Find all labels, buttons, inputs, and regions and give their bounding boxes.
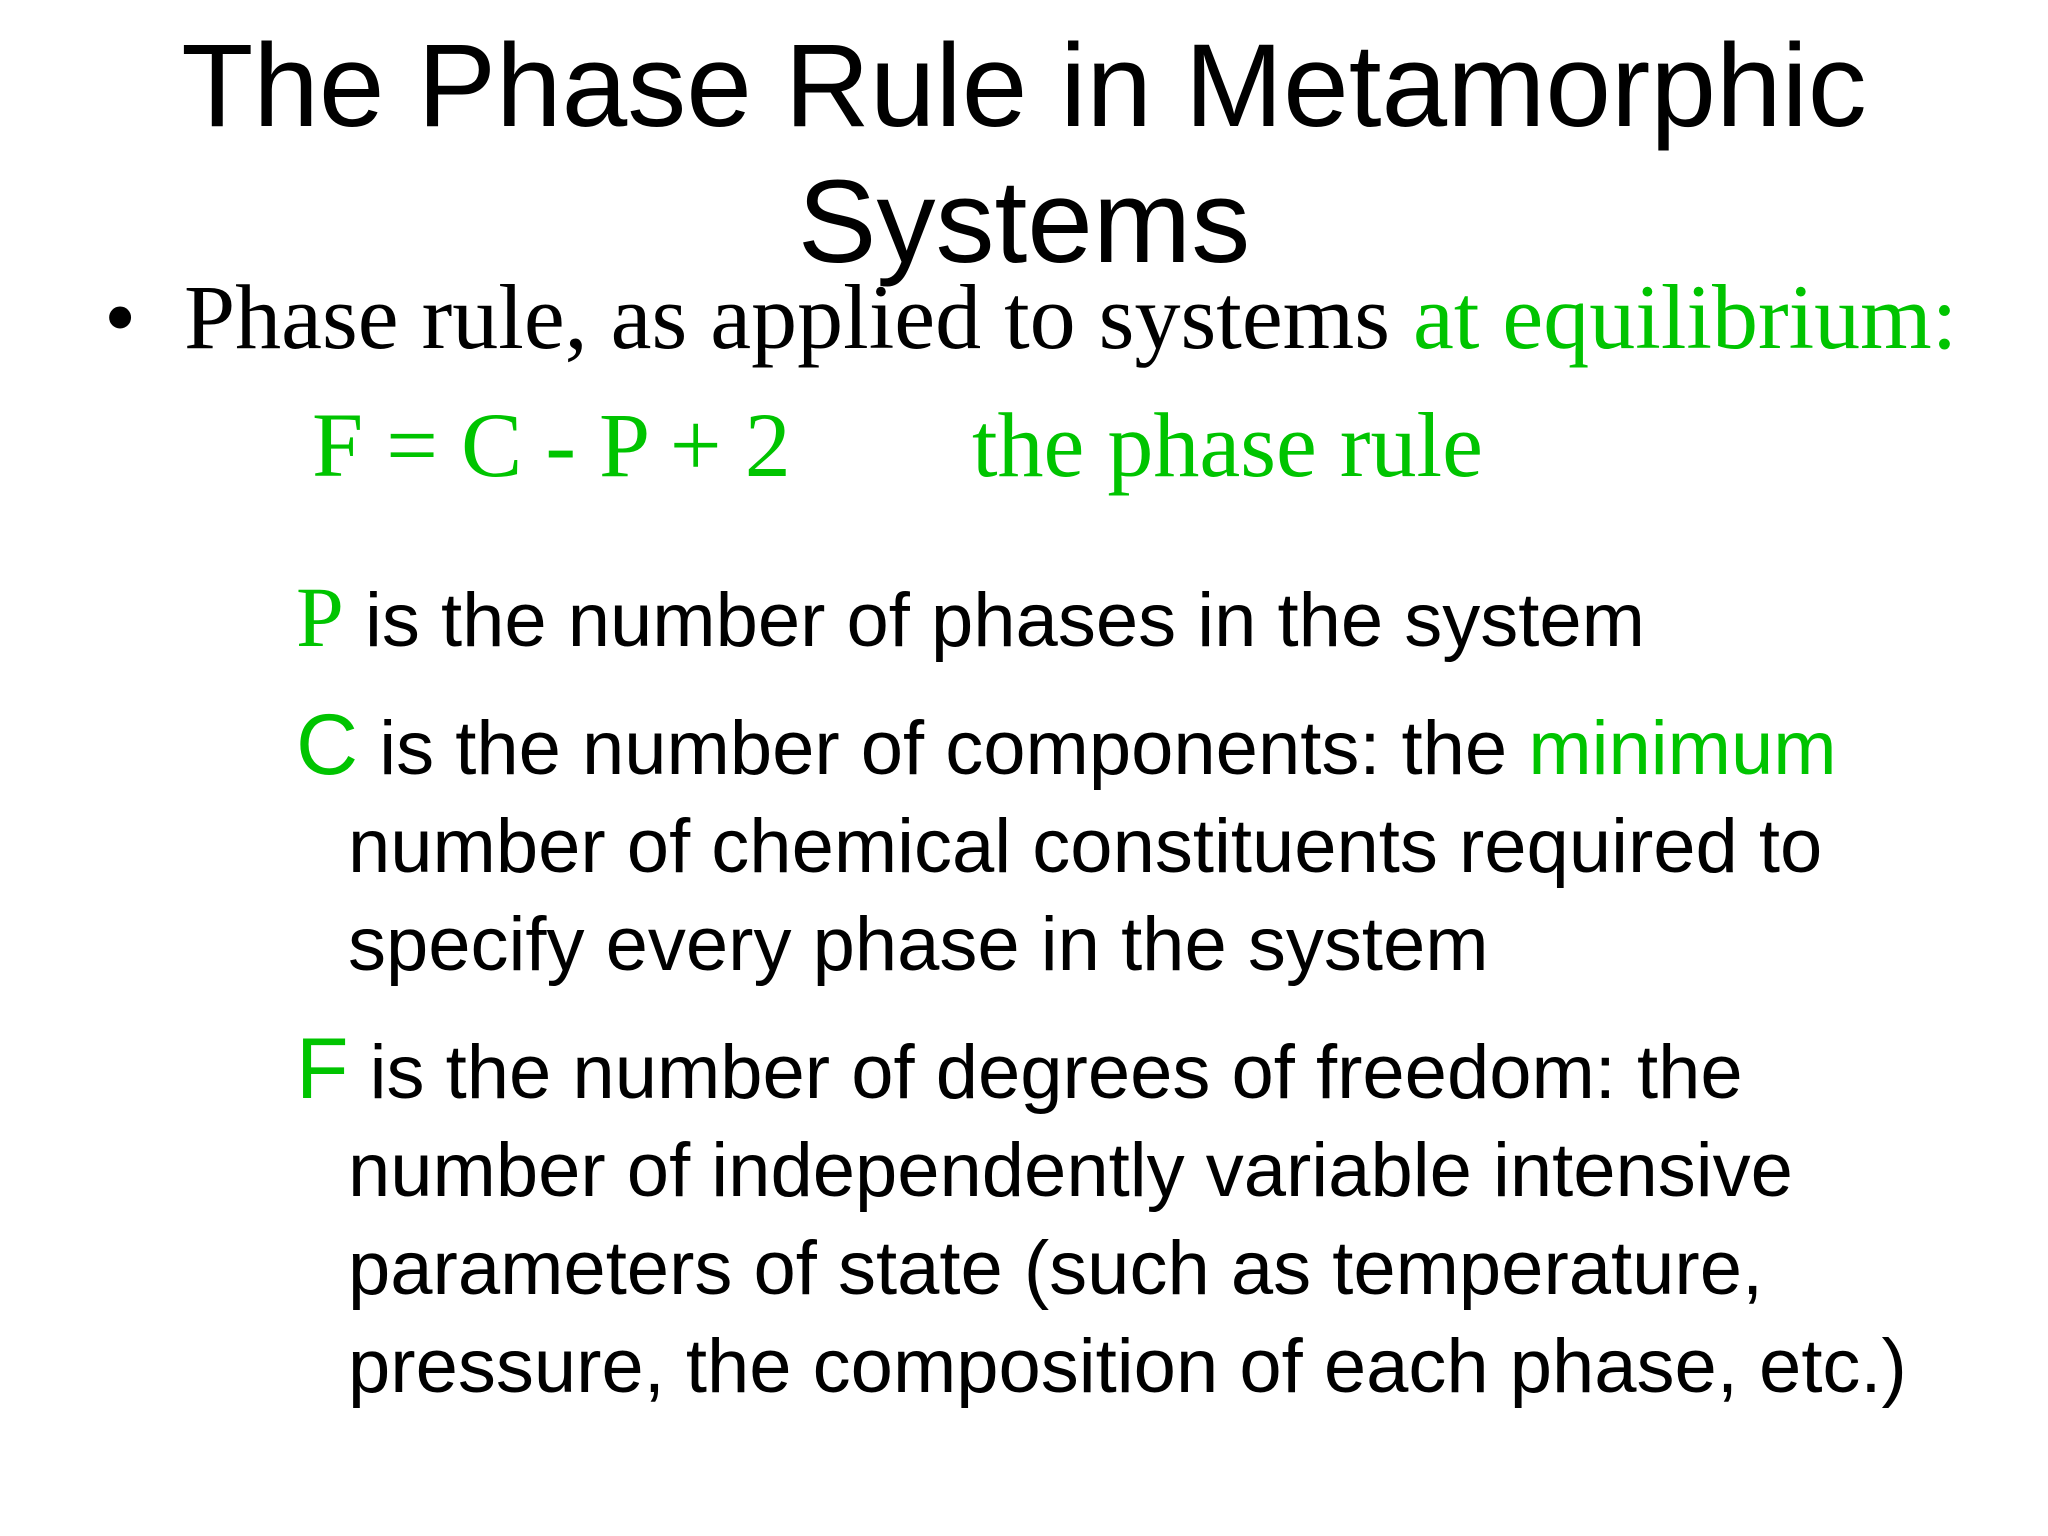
definition-highlight-minimum: minimum bbox=[1528, 706, 1837, 791]
definition-text-c-before: is the number of components: the bbox=[358, 706, 1529, 791]
definition-letter-c: C bbox=[296, 697, 359, 793]
definition-c bbox=[296, 696, 1996, 994]
bullet-marker: • bbox=[104, 266, 137, 368]
definition-text-c-after: number of chemical constituents required to specify every phase in the system bbox=[348, 804, 1823, 987]
title-line-1: The Phase Rule in Metamorphic bbox=[181, 20, 1867, 152]
definition-text-p: is the number of phases in the system bbox=[343, 578, 1645, 663]
title-line-2: Systems bbox=[797, 156, 1251, 288]
definition-letter-f: F bbox=[296, 1021, 349, 1117]
phase-rule-formula: F = C - P + 2 bbox=[312, 394, 791, 496]
phase-rule-label: the phase rule bbox=[972, 394, 1483, 496]
slide-title bbox=[0, 18, 2048, 290]
definition-text-f: is the number of degrees of freedom: the number of independently variable intensive parameters of state (such as temperature, pressure, the composition of each phase, etc.) bbox=[348, 1030, 1907, 1409]
definitions-list bbox=[296, 568, 1996, 1442]
bullet-text: Phase rule, as applied to systems bbox=[184, 266, 1414, 368]
definition-f bbox=[296, 1020, 1996, 1416]
definition-p bbox=[296, 568, 1996, 670]
bullet-phase-rule bbox=[104, 262, 1957, 372]
bullet-highlight: at equilibrium: bbox=[1413, 266, 1958, 368]
definition-letter-p: P bbox=[296, 569, 344, 665]
